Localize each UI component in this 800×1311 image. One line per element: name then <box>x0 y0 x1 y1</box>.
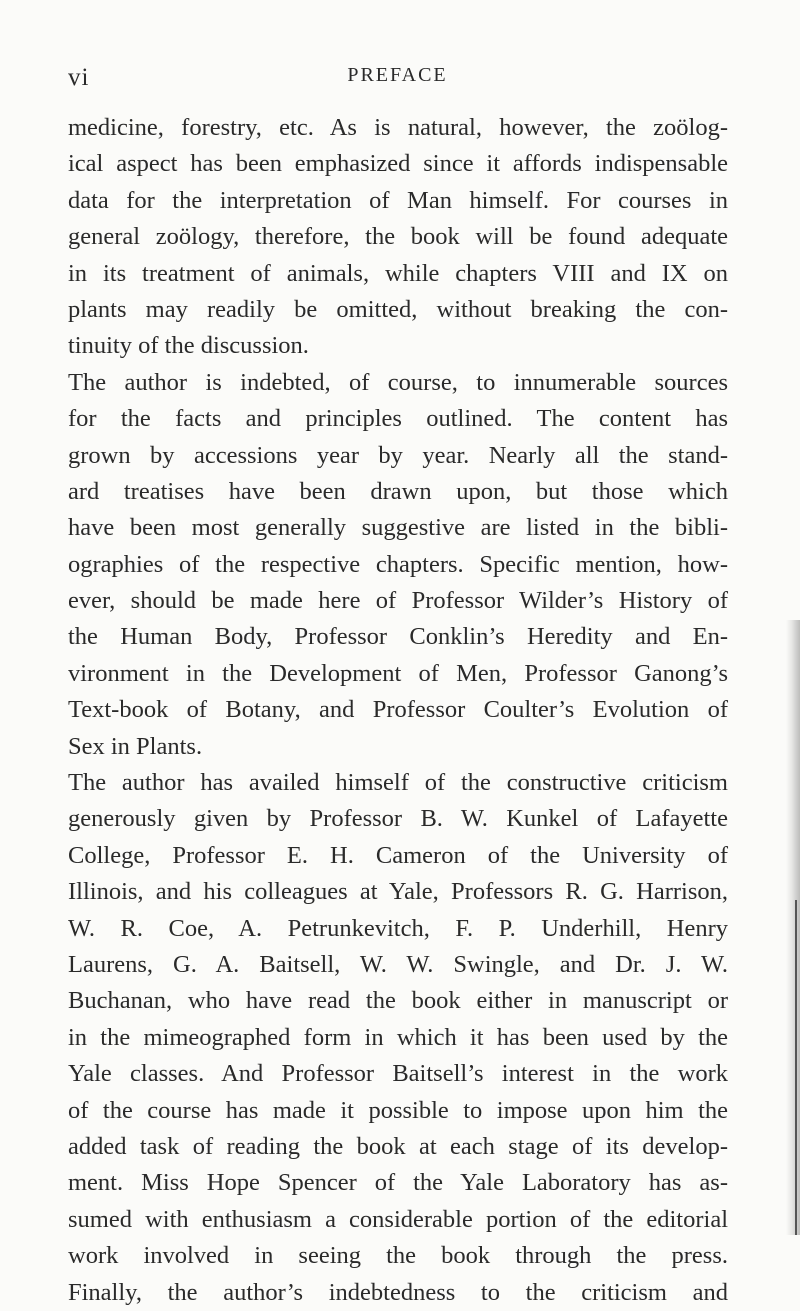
text-line: tinuity of the discussion. <box>68 332 309 360</box>
text-line: the Human Body, Professor Conklin’s Heredity and En- <box>68 623 728 651</box>
page-header <box>68 64 727 96</box>
body-text <box>68 110 728 1311</box>
text-line: of the course has made it possible to impose upon him the <box>68 1096 728 1124</box>
text-line: have been most generally suggestive are listed in the bibli- <box>68 514 728 542</box>
text-line: general zoölogy, therefore, the book will be found adequate <box>68 223 728 251</box>
text-line: plants may readily be omitted, without breaking the con- <box>68 295 728 323</box>
text-line: for the facts and principles outlined. The content has <box>68 405 728 433</box>
text-line: medicine, forestry, etc. As is natural, however, the zoölog- <box>68 114 728 141</box>
text-line: The author has availed himself of the constructive criticism <box>68 769 728 797</box>
text-line: Yale classes. And Professor Baitsell’s interest in the work <box>68 1060 728 1088</box>
text-line: work involved in seeing the book through the press. <box>68 1242 728 1270</box>
text-line: W. R. Coe, A. Petrunkevitch, F. P. Underhill, Henry <box>68 914 728 942</box>
text-line: College, Professor E. H. Cameron of the University of <box>68 841 728 869</box>
text-line: ard treatises have been drawn upon, but those which <box>68 477 728 505</box>
text-line: Finally, the author’s indebtedness to the criticism and <box>68 1278 728 1306</box>
text-line: Laurens, G. A. Baitsell, W. W. Swingle, and Dr. J. W. <box>68 950 728 978</box>
text-line: Sex in Plants. <box>68 732 203 760</box>
text-line: in its treatment of animals, while chapters VIII and IX on <box>68 259 728 287</box>
page-edge-line <box>795 900 797 1235</box>
text-line: sumed with enthusiasm a considerable portion of the editorial <box>68 1205 728 1233</box>
text-line: Text-book of Botany, and Professor Coulter’s Evolution of <box>68 696 728 724</box>
page-edge-shadow <box>786 620 800 1235</box>
text-line: vironment in the Development of Men, Professor Ganong’s <box>68 659 728 687</box>
text-line: Illinois, and his colleagues at Yale, Professors R. G. Harrison, <box>68 878 728 906</box>
running-head: PREFACE <box>347 64 448 86</box>
text-line: ment. Miss Hope Spencer of the Yale Laboratory has as- <box>68 1169 728 1197</box>
text-line: data for the interpretation of Man himself. For courses in <box>68 186 728 214</box>
text-line: ographies of the respective chapters. Specific mention, how- <box>68 550 728 578</box>
text-line: in the mimeographed form in which it has been used by the <box>68 1023 728 1051</box>
text-line: grown by accessions year by year. Nearly all the stand- <box>68 441 728 469</box>
text-line: generously given by Professor B. W. Kunkel of Lafayette <box>68 805 728 833</box>
page-number: vi <box>68 64 90 91</box>
text-line: added task of reading the book at each stage of its develop- <box>68 1132 728 1160</box>
text-line: ical aspect has been emphasized since it affords indispensable <box>68 150 728 178</box>
text-line: ever, should be made here of Professor Wilder’s History of <box>68 587 728 615</box>
text-line: Buchanan, who have read the book either in manuscript or <box>68 987 728 1015</box>
text-line: The author is indebted, of course, to innumerable sources <box>68 368 728 396</box>
